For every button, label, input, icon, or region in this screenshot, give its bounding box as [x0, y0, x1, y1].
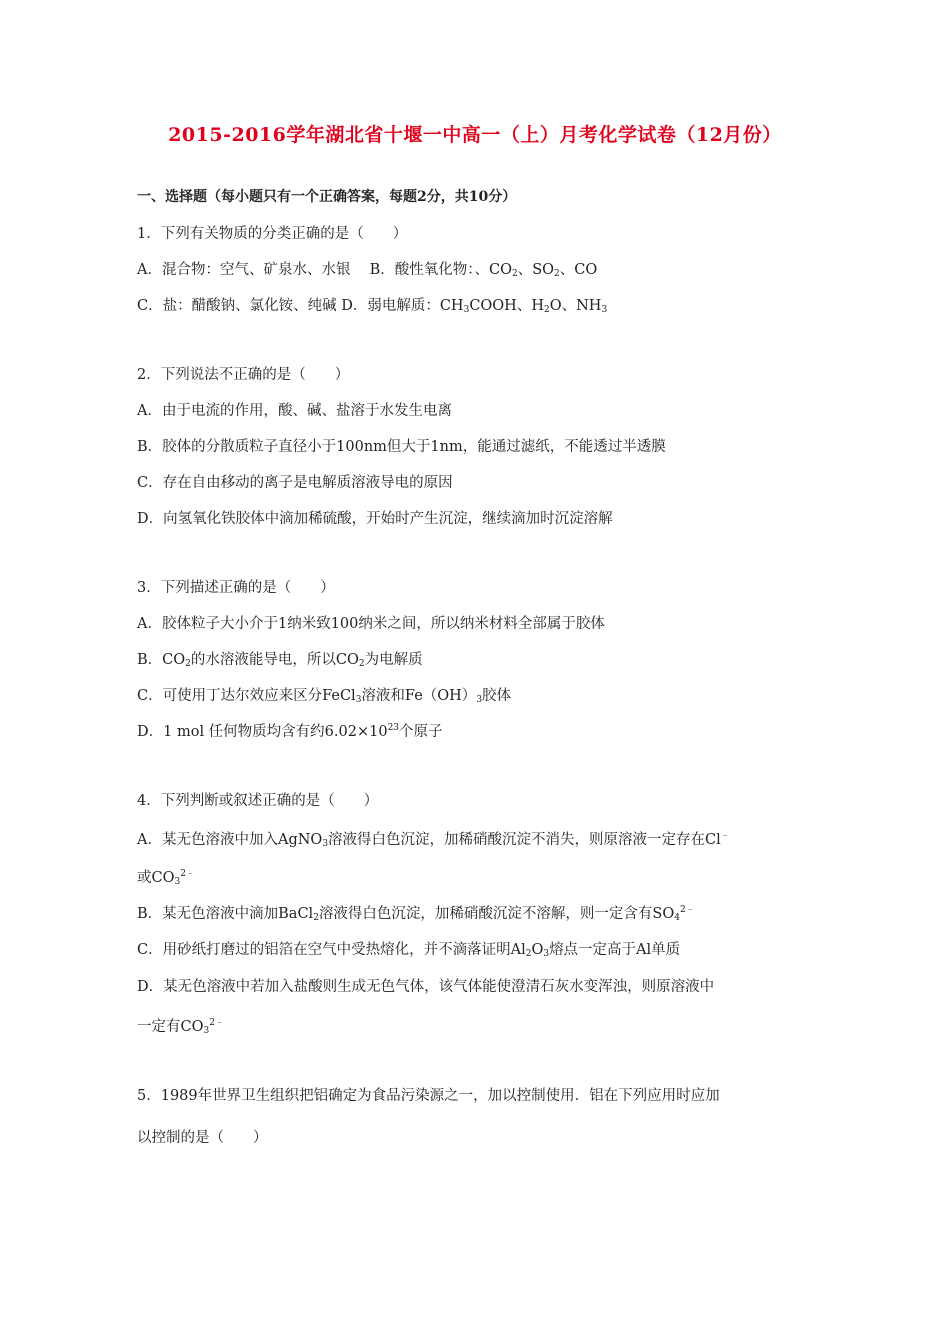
question-4-option-a: A．某无色溶液中加入AgNO$_3$溶液得白色沉淀，加稀硝酸沉淀不消失，则原溶液一定存在Cl﹣	[137, 831, 730, 849]
question-4-option-c: C．用砂纸打磨过的铝箔在空气中受热熔化，并不滴落证明$Al_2O_3$熔点一定高于Al单质	[137, 942, 681, 959]
question-4-option-a-cont: 或$CO_3^{2﹣}$	[137, 869, 195, 887]
question-4-stem: 4．下列判断或叙述正确的是（ ）	[137, 793, 379, 809]
question-3-option-d: D．1 mol 任何物质均含有约$6.02\times 10^{23}$个原子	[137, 723, 443, 740]
question-5-stem-cont: 以控制的是（ ）	[137, 1130, 268, 1146]
question-2-option-a: A．由于电流的作用，酸、碱、盐溶于水发生电离	[137, 403, 452, 419]
question-4-option-d-cont: 一定有$CO_3^{2﹣}$	[137, 1018, 224, 1036]
question-2-option-d: D．向氢氧化铁胶体中滴加稀硫酸，开始时产生沉淀，继续滴加时沉淀溶解	[137, 511, 613, 527]
question-4-option-d: D．某无色溶液中若加入盐酸则生成无色气体，该气体能使澄清石灰水变浑浊，则原溶液中	[137, 979, 715, 995]
question-3-stem: 3．下列描述正确的是（ ）	[137, 580, 335, 596]
question-3-option-a: A．胶体粒子大小介于1纳米致100纳米之间，所以纳米材料全部属于胶体	[137, 616, 605, 632]
question-1-option-a-b: A．混合物：空气、矿泉水、水银 B．酸性氧化物：、$CO_2$、$SO_2$、CO	[137, 262, 598, 279]
page-title: 2015-2016学年湖北省十堰一中高一（上）月考化学试卷（12月份）	[168, 124, 782, 146]
question-2-stem: 2．下列说法不正确的是（ ）	[137, 367, 350, 383]
question-4-option-b: B．某无色溶液中滴加BaCl$_2$溶液得白色沉淀，加稀硝酸沉淀不溶解，则一定含有$SO_4^{2﹣}$	[137, 905, 695, 923]
question-2-option-c: C．存在自由移动的离子是电解质溶液导电的原因	[137, 475, 453, 491]
question-1-option-c-d: C．盐：醋酸钠、氯化铵、纯碱 D．弱电解质：$CH_3COOH$、$H_2O$、$NH_3$	[137, 298, 608, 315]
question-2-option-b: B．胶体的分散质粒子直径小于100nm但大于1nm，能通过滤纸，不能透过半透膜	[137, 439, 666, 455]
question-5-stem: 5．1989年世界卫生组织把铝确定为食品污染源之一，加以控制使用．铝在下列应用时应加	[137, 1088, 720, 1104]
question-3-option-c: C．可使用丁达尔效应来区分FeCl$_3$溶液和$Fe(OH)_3$胶体	[137, 688, 512, 705]
question-1-stem: 1．下列有关物质的分类正确的是（ ）	[137, 226, 408, 242]
question-3-option-b: B．$CO_2$的水溶液能导电，所以$CO_2$为电解质	[137, 652, 423, 669]
section-heading: 一、选择题（每小题只有一个正确答案，每题2分，共10分）	[137, 189, 517, 205]
